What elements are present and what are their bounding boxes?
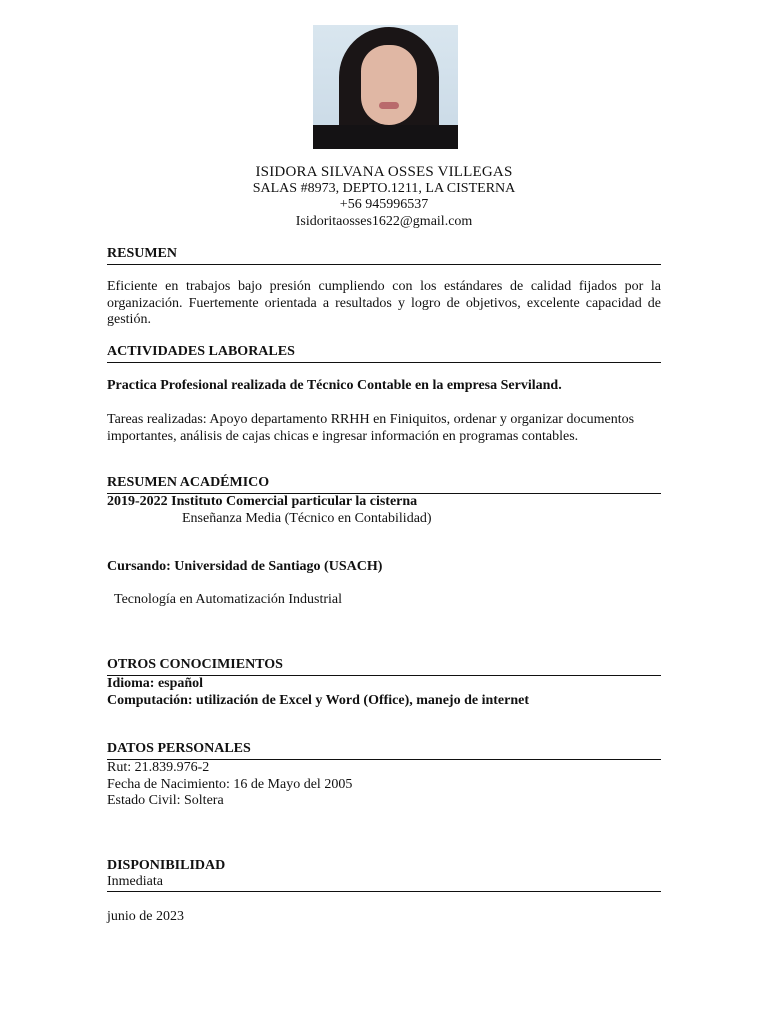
marital-status: Estado Civil: Soltera <box>107 793 224 808</box>
section-title-academico: RESUMEN ACADÉMICO <box>107 475 661 494</box>
degree-program: Tecnología en Automatización Industrial <box>114 592 343 607</box>
availability-value: Inmediata <box>107 874 163 889</box>
summary-text: Eficiente en trabajos bajo presión cumpliendo con los estándares de calidad fijados por la organización. Fuertemente orientada a resultados y logro de objetivos, excelente capacidad de gestión. <box>107 279 661 327</box>
section-title-otros: OTROS CONOCIMIENTOS <box>107 657 661 676</box>
document-date: junio de 2023 <box>107 909 184 924</box>
address: SALAS #8973, DEPTO.1211, LA CISTERNA <box>252 180 516 196</box>
email: Isidoritaosses1622@gmail.com <box>295 213 473 229</box>
education-institution: 2019-2022 Instituto Comercial particular la cisterna <box>107 494 418 509</box>
section-title-resumen: RESUMEN <box>107 246 661 265</box>
rut-value: Rut: 21.839.976-2 <box>107 760 210 775</box>
divider <box>107 891 661 892</box>
current-studies: Cursando: Universidad de Santiago (USACH) <box>107 559 383 574</box>
computer-skill: Computación: utilización de Excel y Word (Office), manejo de internet <box>107 693 530 708</box>
section-title-datos: DATOS PERSONALES <box>107 741 661 760</box>
section-title-disponibilidad: DISPONIBILIDAD <box>107 858 226 873</box>
language-skill: Idioma: español <box>107 676 204 691</box>
section-title-actividades: ACTIVIDADES LABORALES <box>107 344 661 363</box>
profile-photo <box>313 25 458 149</box>
full-name: ISIDORA SILVANA OSSES VILLEGAS <box>255 164 513 180</box>
phone: +56 945996537 <box>339 197 429 212</box>
education-level: Enseñanza Media (Técnico en Contabilidad) <box>182 511 432 526</box>
birth-date: Fecha de Nacimiento: 16 de Mayo del 2005 <box>107 777 353 792</box>
tasks-text: Tareas realizadas: Apoyo departamento RRHH en Finiquitos, ordenar y organizar documentos importantes, análisis de cajas chicas e ingresar información en programas contables. <box>107 412 635 444</box>
internship-title: Practica Profesional realizada de Técnico Contable en la empresa Serviland. <box>107 378 562 393</box>
contact-header <box>107 164 661 230</box>
